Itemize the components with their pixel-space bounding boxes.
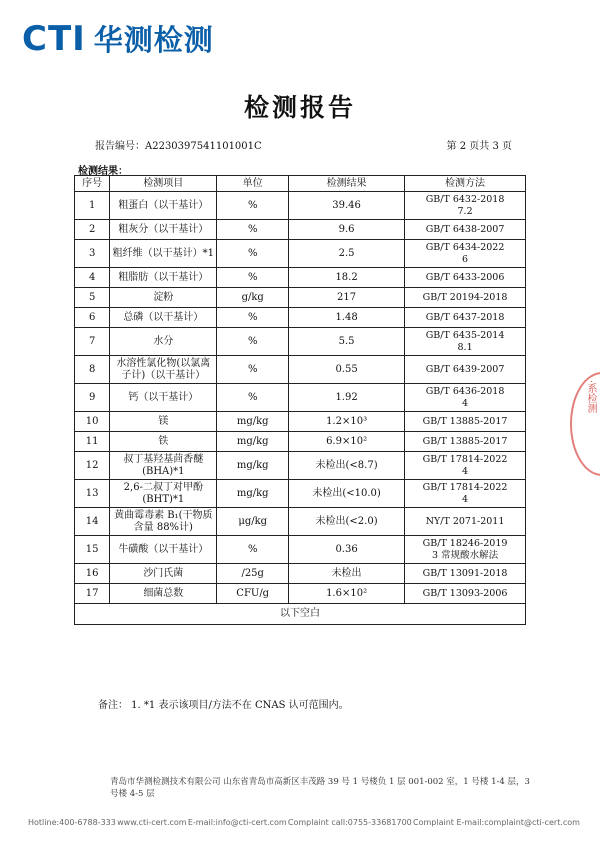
- cell-no: 1: [75, 192, 110, 220]
- cell-result: 2.5: [289, 240, 405, 268]
- cell-method: [405, 356, 526, 384]
- cell-result: 39.46: [289, 192, 405, 220]
- cell-item: [110, 508, 217, 536]
- table-footer-row: [75, 604, 526, 625]
- cell-method-line: GB/T 6432-2018: [425, 193, 505, 205]
- cell-result: 未检出(<8.7): [289, 452, 405, 480]
- cell-method: [405, 452, 526, 480]
- seal-text: ·系检测: [585, 380, 596, 414]
- cell-method: [405, 328, 526, 356]
- cell-item-line: 含量 88%计): [133, 521, 193, 533]
- cell-item: 粗脂肪（以干基计）: [110, 268, 217, 288]
- cell-method-line: 8.1: [457, 341, 473, 353]
- cell-item-line: 子计)（以干基计）: [121, 369, 206, 381]
- cell-result: 0.55: [289, 356, 405, 384]
- cell-method-line: GB/T 13093-2006: [422, 587, 508, 599]
- cell-item: 粗纤维（以干基计）*1: [110, 240, 217, 268]
- table-row: [75, 536, 526, 564]
- cell-item: 镁: [110, 412, 217, 432]
- table-row: [75, 564, 526, 584]
- cell-unit: %: [217, 308, 289, 328]
- cell-item: 粗灰分（以干基计）: [110, 220, 217, 240]
- cell-result: 217: [289, 288, 405, 308]
- cell-method: [405, 308, 526, 328]
- cell-result: 1.92: [289, 384, 405, 412]
- results-table: [74, 175, 526, 625]
- cell-item-line: (BHT)*1: [142, 493, 185, 505]
- cell-method: [405, 480, 526, 508]
- header-no: 序号: [75, 176, 110, 192]
- cell-item: [110, 356, 217, 384]
- cell-unit: %: [217, 328, 289, 356]
- cell-item-line: 2,6-二叔丁对甲酚: [123, 481, 203, 493]
- cell-method-line: GB/T 13091-2018: [422, 567, 508, 579]
- cell-method-line: GB/T 6437-2018: [425, 311, 505, 323]
- table-row: [75, 192, 526, 220]
- cell-item: 牛磺酸（以干基计）: [110, 536, 217, 564]
- cell-unit: mg/kg: [217, 480, 289, 508]
- cell-no: 12: [75, 452, 110, 480]
- table-footer-text: 以下空白: [75, 604, 526, 625]
- cell-no: 16: [75, 564, 110, 584]
- cell-unit: g/kg: [217, 288, 289, 308]
- cell-method: [405, 432, 526, 452]
- table-row: [75, 328, 526, 356]
- table-row: [75, 308, 526, 328]
- cell-method: [405, 288, 526, 308]
- table-row: [75, 220, 526, 240]
- company-logo: [22, 18, 214, 59]
- table-row: [75, 480, 526, 508]
- cell-result: 1.6×10²: [289, 584, 405, 604]
- cell-method-line: 4: [462, 397, 469, 409]
- cell-method-line: 4: [462, 493, 469, 505]
- cell-method-line: 4: [462, 465, 469, 477]
- cell-item: 淀粉: [110, 288, 217, 308]
- note-text: 备注： 1. *1 表示该项目/方法不在 CNAS 认可范围内。: [98, 700, 349, 711]
- cell-result: 未检出(<2.0): [289, 508, 405, 536]
- cell-no: 7: [75, 328, 110, 356]
- cell-method-line: GB/T 13885-2017: [422, 435, 508, 447]
- cell-method: [405, 192, 526, 220]
- cell-unit: mg/kg: [217, 432, 289, 452]
- table-row: [75, 584, 526, 604]
- cell-item-line: 黄曲霉毒素 B₁(干物质: [114, 509, 213, 521]
- cell-item-line: 水溶性氯化物(以氯离: [116, 357, 211, 369]
- section-label: 检测结果：: [78, 166, 128, 177]
- cell-unit: CFU/g: [217, 584, 289, 604]
- cell-unit: %: [217, 536, 289, 564]
- cell-method-line: GB/T 6436-2018: [425, 385, 505, 397]
- cell-no: 10: [75, 412, 110, 432]
- report-title: 检测报告: [243, 93, 356, 122]
- cell-item: [110, 452, 217, 480]
- cell-no: 9: [75, 384, 110, 412]
- cell-result: 5.5: [289, 328, 405, 356]
- cell-unit: %: [217, 192, 289, 220]
- cell-method-line: GB/T 6439-2007: [425, 363, 505, 375]
- cell-method: [405, 412, 526, 432]
- cell-method: [405, 384, 526, 412]
- cell-unit: %: [217, 268, 289, 288]
- cell-method-line: 3 常规酸水解法: [432, 549, 499, 561]
- logo-cti-text: CTI: [22, 18, 86, 59]
- header-method: 检测方法: [405, 176, 526, 192]
- cell-item-line: (BHA)*1: [142, 465, 185, 477]
- report-number: 报告编号：A2230397541101001C: [95, 141, 262, 152]
- cell-no: 11: [75, 432, 110, 452]
- cell-no: 14: [75, 508, 110, 536]
- cell-method-line: GB/T 6435-2014: [425, 329, 505, 341]
- cell-no: 8: [75, 356, 110, 384]
- cell-result: 未检出: [289, 564, 405, 584]
- footer-hotline: Hotline:400-6788-333: [28, 818, 116, 827]
- cell-item-line: 叔丁基羟基茴香醚: [123, 453, 204, 465]
- cell-method-line: NY/T 2071-2011: [425, 515, 505, 527]
- cell-method-line: GB/T 6433-2006: [425, 271, 505, 283]
- cell-result: 0.36: [289, 536, 405, 564]
- cell-unit: %: [217, 384, 289, 412]
- cell-item: 水分: [110, 328, 217, 356]
- footer-complaint-call: Complaint call:0755-33681700: [287, 818, 412, 827]
- cell-item: 铁: [110, 432, 217, 452]
- cell-result: 6.9×10²: [289, 432, 405, 452]
- cell-unit: /25g: [217, 564, 289, 584]
- cell-method: [405, 536, 526, 564]
- cell-result: 1.2×10³: [289, 412, 405, 432]
- table-row: [75, 412, 526, 432]
- cell-method-line: GB/T 18246-2019: [422, 537, 508, 549]
- cell-method: [405, 220, 526, 240]
- footer-bar: [28, 818, 580, 827]
- table-row: [75, 288, 526, 308]
- table-row: [75, 240, 526, 268]
- cell-no: 4: [75, 268, 110, 288]
- cell-item: 粗蛋白（以干基计）: [110, 192, 217, 220]
- cell-method-line: GB/T 6438-2007: [425, 223, 505, 235]
- footer-complaint-email: Complaint E-mail:complaint@cti-cert.com: [413, 818, 580, 827]
- cell-result: 未检出(<10.0): [289, 480, 405, 508]
- cell-method: [405, 240, 526, 268]
- cell-method: [405, 268, 526, 288]
- header-unit: 单位: [217, 176, 289, 192]
- cell-item: 钙（以干基计）: [110, 384, 217, 412]
- cell-no: 13: [75, 480, 110, 508]
- cell-result: 9.6: [289, 220, 405, 240]
- cell-method: [405, 564, 526, 584]
- cell-result: 18.2: [289, 268, 405, 288]
- cell-unit: mg/kg: [217, 412, 289, 432]
- cell-item: 总磷（以干基计）: [110, 308, 217, 328]
- cell-unit: μg/kg: [217, 508, 289, 536]
- header-item: 检测项目: [110, 176, 217, 192]
- header-result: 检测结果: [289, 176, 405, 192]
- cell-result: 1.48: [289, 308, 405, 328]
- cell-item: [110, 480, 217, 508]
- footer-address: 青岛市华测检测技术有限公司 山东省青岛市高新区丰茂路 39 号 1 号楼负 1 层 001-002 室，1 号楼 1-4 层，3 号楼 4-5 层: [110, 777, 530, 799]
- table-row: [75, 384, 526, 412]
- cell-no: 2: [75, 220, 110, 240]
- cell-method-line: GB/T 6434-2022: [425, 241, 505, 253]
- cell-method-line: GB/T 13885-2017: [422, 415, 508, 427]
- cell-no: 3: [75, 240, 110, 268]
- page-info: 第 2 页共 3 页: [446, 141, 512, 152]
- cell-method: [405, 584, 526, 604]
- cell-unit: mg/kg: [217, 452, 289, 480]
- cell-item: 细菌总数: [110, 584, 217, 604]
- cell-no: 5: [75, 288, 110, 308]
- cell-item: 沙门氏菌: [110, 564, 217, 584]
- cell-method-line: GB/T 20194-2018: [422, 291, 508, 303]
- table-row: [75, 452, 526, 480]
- cell-no: 17: [75, 584, 110, 604]
- cell-unit: %: [217, 240, 289, 268]
- cell-unit: %: [217, 356, 289, 384]
- cell-unit: %: [217, 220, 289, 240]
- table-row: [75, 268, 526, 288]
- cell-method-line: GB/T 17814-2022: [422, 453, 508, 465]
- footer-email: E-mail:info@cti-cert.com: [187, 818, 287, 827]
- cell-method-line: 7.2: [457, 205, 473, 217]
- table-row: [75, 432, 526, 452]
- logo-cn-text: 华测检测: [93, 23, 214, 57]
- table-body: [75, 192, 526, 604]
- cell-no: 6: [75, 308, 110, 328]
- cell-no: 15: [75, 536, 110, 564]
- table-header-row: [75, 176, 526, 192]
- cell-method-line: GB/T 17814-2022: [422, 481, 508, 493]
- table-row: [75, 356, 526, 384]
- table-row: [75, 508, 526, 536]
- cell-method: [405, 508, 526, 536]
- cell-method-line: 6: [462, 253, 469, 265]
- footer-website: www.cti-cert.com: [117, 818, 187, 827]
